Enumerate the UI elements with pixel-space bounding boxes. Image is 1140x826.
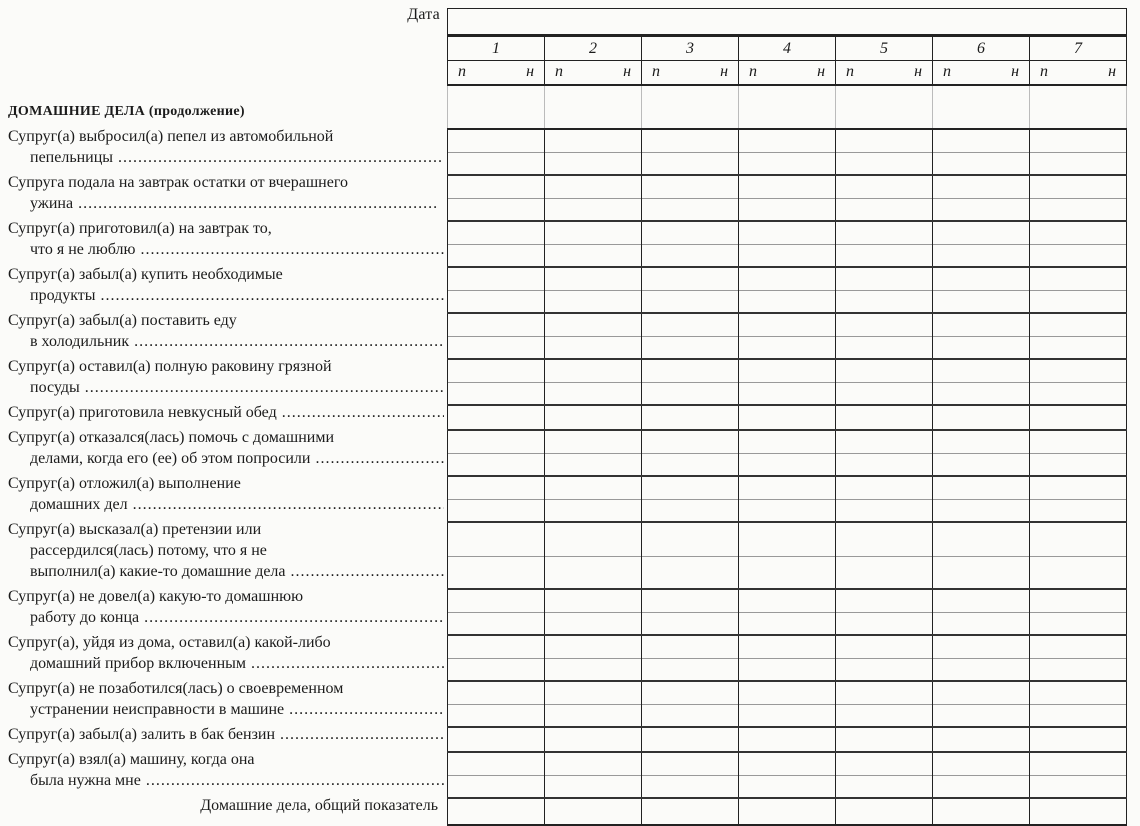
item-grid-row [447,314,1127,360]
tally-cell[interactable] [738,477,835,521]
p-label: п [1040,63,1048,80]
tally-cell[interactable] [544,799,641,824]
tally-cell[interactable] [835,682,932,726]
tally-cell[interactable] [1029,590,1127,634]
tally-cell[interactable] [932,314,1029,358]
item-text-line: Супруг(а) отказался(лась) помочь с домашними [8,429,335,446]
item-grid-row [447,753,1127,799]
section-title-text: ДОМАШНИЕ ДЕЛА [8,104,146,119]
tally-cell[interactable] [641,477,738,521]
tally-cell[interactable] [544,222,641,266]
tally-cell[interactable] [447,728,544,751]
item-row-label [8,168,444,214]
tally-cell[interactable] [932,753,1029,797]
tally-cell[interactable] [447,406,544,429]
tally-cell[interactable] [1029,728,1127,751]
tally-cell[interactable] [544,728,641,751]
header-gap-cell [738,86,835,128]
tally-cell[interactable] [932,222,1029,266]
n-label: н [817,63,825,80]
item-row-label [8,214,444,260]
tally-cell[interactable] [738,636,835,680]
day-grid [447,8,1127,818]
tally-cell[interactable] [447,590,544,634]
pn-header-cell [1029,60,1127,84]
n-label: н [623,63,631,80]
header-gap-cell [544,86,641,128]
tally-cell[interactable] [835,477,932,521]
tally-cell[interactable] [447,799,544,824]
pn-header-cell [835,60,932,84]
tally-cell[interactable] [447,314,544,358]
tally-cell[interactable] [1029,753,1127,797]
tally-cell[interactable] [447,523,544,588]
item-row-label [8,260,444,306]
item-grid-row [447,477,1127,523]
item-row-label [8,398,444,423]
tally-cell[interactable] [544,406,641,429]
item-grid-row [447,268,1127,314]
day-number: 3 [641,36,738,60]
tally-cell[interactable] [641,314,738,358]
item-text-line: Супруга подала на завтрак остатки от вчерашнего [8,174,348,191]
item-grid-row [447,431,1127,477]
day-number: 6 [932,36,1029,60]
tally-cell[interactable] [738,590,835,634]
item-text-line: Супруг(а) отложил(а) выполнение [8,475,241,492]
day-number: 7 [1029,36,1127,60]
tally-cell[interactable] [835,590,932,634]
n-label: н [1108,63,1116,80]
tally-cell[interactable] [738,268,835,312]
item-text-line: выполнил(а) какие-то домашние дела ..... [8,561,444,582]
tally-cell[interactable] [932,176,1029,220]
pn-header-cell [641,60,738,84]
item-list [8,102,444,816]
item-text-line: Супруг(а) приготовила невкусный обед ..... [8,402,444,423]
tally-cell[interactable] [738,682,835,726]
grid-body [447,128,1127,826]
tally-cell[interactable] [544,431,641,475]
tally-cell[interactable] [447,636,544,680]
item-row-label [8,306,444,352]
item-text-line: Супруг(а) забыл(а) поставить еду [8,312,237,329]
tally-cell[interactable] [1029,636,1127,680]
p-label: п [458,63,466,80]
item-row-label [8,582,444,628]
tally-cell[interactable] [932,590,1029,634]
item-row-label [8,515,444,582]
tally-cell[interactable] [835,523,932,588]
item-text-line: Супруг(а) не довел(а) какую-то домашнюю [8,588,304,605]
item-grid-row [447,590,1127,636]
tally-cell[interactable] [1029,799,1127,824]
tally-cell[interactable] [447,268,544,312]
item-text-line: пепельницы ..... [8,147,444,168]
item-row-label [8,122,444,168]
tally-cell[interactable] [835,431,932,475]
header-gap-cell [932,86,1029,128]
tally-cell[interactable] [447,360,544,404]
tally-cell[interactable] [447,176,544,220]
tally-cell[interactable] [544,360,641,404]
item-row-label [8,720,444,745]
tally-cell[interactable] [835,406,932,429]
tally-cell[interactable] [835,636,932,680]
item-text-line: домашний прибор включенным ..... [8,653,444,674]
tally-cell[interactable] [641,176,738,220]
tally-cell[interactable] [1029,360,1127,404]
tally-cell[interactable] [447,431,544,475]
tally-cell[interactable] [738,130,835,174]
item-text-line: Супруг(а), уйдя из дома, оставил(а) какой-либо [8,634,331,651]
total-grid-row [447,799,1127,824]
tally-cell[interactable] [738,728,835,751]
n-label: н [526,63,534,80]
header-gap-cell [447,86,544,128]
tally-cell[interactable] [932,636,1029,680]
tally-cell[interactable] [738,314,835,358]
day-number-row [447,36,1127,60]
section-title [8,102,444,122]
pn-header-cell [447,60,544,84]
tally-cell[interactable] [932,523,1029,588]
item-row-label [8,352,444,398]
item-grid-row [447,406,1127,431]
day-number: 2 [544,36,641,60]
tally-cell[interactable] [544,176,641,220]
pn-header-cell [738,60,835,84]
item-text-line: в холодильник ..... [8,331,444,352]
tally-cell[interactable] [835,222,932,266]
p-label: п [555,63,563,80]
tally-cell[interactable] [447,477,544,521]
item-text-line: Супруг(а) забыл(а) залить в бак бензин ..... [8,724,444,745]
tally-cell[interactable] [544,682,641,726]
date-label: Дата [407,6,440,23]
item-grid-row [447,176,1127,222]
tally-cell[interactable] [641,590,738,634]
tally-cell[interactable] [835,268,932,312]
pn-header-cell [544,60,641,84]
header-gap-cell [835,86,932,128]
tally-cell[interactable] [932,431,1029,475]
tally-cell[interactable] [835,753,932,797]
header-gap-cell [641,86,738,128]
item-row-label [8,745,444,791]
tally-cell[interactable] [544,314,641,358]
p-label: п [749,63,757,80]
tally-cell[interactable] [1029,431,1127,475]
day-number: 4 [738,36,835,60]
tally-cell[interactable] [544,523,641,588]
item-text-line: что я не люблю ..... [8,239,444,260]
item-text-line: Супруг(а) забыл(а) купить необходимые [8,266,283,283]
item-text-line: была нужна мне ..... [8,770,444,791]
tally-cell[interactable] [544,636,641,680]
tally-cell[interactable] [1029,682,1127,726]
item-grid-row [447,682,1127,728]
tally-cell[interactable] [544,590,641,634]
tally-cell[interactable] [835,360,932,404]
n-label: н [914,63,922,80]
tally-cell[interactable] [738,360,835,404]
tally-cell[interactable] [932,268,1029,312]
pn-header-cell [932,60,1029,84]
tally-cell[interactable] [641,406,738,429]
item-row-label [8,423,444,469]
tally-cell[interactable] [544,130,641,174]
tally-cell[interactable] [738,523,835,588]
tally-cell[interactable] [738,753,835,797]
item-grid-row [447,130,1127,176]
item-text-line: домашних дел ..... [8,494,444,515]
pn-header-row [447,60,1127,86]
tally-cell[interactable] [544,753,641,797]
tally-cell[interactable] [835,728,932,751]
tally-cell[interactable] [932,477,1029,521]
tally-cell[interactable] [641,682,738,726]
tally-cell[interactable] [738,222,835,266]
section-subtitle: (продолжение) [148,104,245,119]
tally-cell[interactable] [932,130,1029,174]
tally-cell[interactable] [1029,406,1127,429]
tally-cell[interactable] [1029,176,1127,220]
item-row-label [8,469,444,515]
item-text-line: рассердился(лась) потому, что я не [30,542,267,559]
tally-cell[interactable] [738,431,835,475]
tally-cell[interactable] [1029,477,1127,521]
item-text-line: посуды ..... [8,377,444,398]
item-text-line: устранении неисправности в машине ..... [8,699,444,720]
item-grid-row [447,523,1127,590]
tally-cell[interactable] [932,406,1029,429]
tally-cell[interactable] [641,523,738,588]
tally-cell[interactable] [932,682,1029,726]
tally-cell[interactable] [835,176,932,220]
header-gap-cell [1029,86,1127,128]
item-text-line: Супруг(а) выбросил(а) пепел из автомобильной [8,128,334,145]
item-text-line: работу до конца ..... [8,607,444,628]
header-gap [447,86,1127,128]
tally-cell[interactable] [544,477,641,521]
tally-cell[interactable] [447,222,544,266]
tally-cell[interactable] [1029,130,1127,174]
tally-cell[interactable] [447,753,544,797]
item-grid-row [447,636,1127,682]
tally-cell[interactable] [932,360,1029,404]
tally-cell[interactable] [641,431,738,475]
p-label: п [943,63,951,80]
tally-cell[interactable] [835,799,932,824]
tally-cell[interactable] [544,268,641,312]
tally-cell[interactable] [641,360,738,404]
tally-cell[interactable] [738,176,835,220]
tally-cell[interactable] [1029,314,1127,358]
tally-cell[interactable] [641,799,738,824]
item-grid-row [447,728,1127,753]
item-row-label [8,674,444,720]
item-text-line: делами, когда его (ее) об этом попросили ..... [8,448,444,469]
tally-cell[interactable] [932,799,1029,824]
item-grid-row [447,222,1127,268]
date-entry-row[interactable] [447,8,1127,36]
tally-cell[interactable] [641,753,738,797]
tally-cell[interactable] [738,406,835,429]
item-row-label [8,628,444,674]
tally-cell[interactable] [641,268,738,312]
item-text-line: Супруг(а) взял(а) машину, когда она [8,751,255,768]
item-grid-row [447,360,1127,406]
tally-cell[interactable] [932,728,1029,751]
item-text-line: Супруг(а) оставил(а) полную раковину грязной [8,358,332,375]
item-text-line: Супруг(а) не позаботился(лась) о своевременном [8,680,344,697]
n-label: н [1011,63,1019,80]
tally-cell[interactable] [1029,523,1127,588]
tally-cell[interactable] [641,130,738,174]
day-number: 5 [835,36,932,60]
item-text-line: Супруг(а) высказал(а) претензии или [8,521,262,538]
tally-cell[interactable] [1029,222,1127,266]
n-label: н [720,63,728,80]
tally-cell[interactable] [1029,268,1127,312]
tally-cell[interactable] [447,130,544,174]
tally-cell[interactable] [641,728,738,751]
tally-cell[interactable] [738,799,835,824]
tally-cell[interactable] [641,636,738,680]
item-text-line: ужина ..... [8,193,444,214]
p-label: п [846,63,854,80]
total-label: Домашние дела, общий показатель [200,797,438,814]
item-text-line: продукты ..... [8,285,444,306]
item-text-line: Супруг(а) приготовил(а) на завтрак то, [8,220,272,237]
tally-cell[interactable] [835,314,932,358]
tally-cell[interactable] [641,222,738,266]
tally-cell[interactable] [447,682,544,726]
p-label: п [652,63,660,80]
tally-cell[interactable] [835,130,932,174]
day-number: 1 [447,36,544,60]
